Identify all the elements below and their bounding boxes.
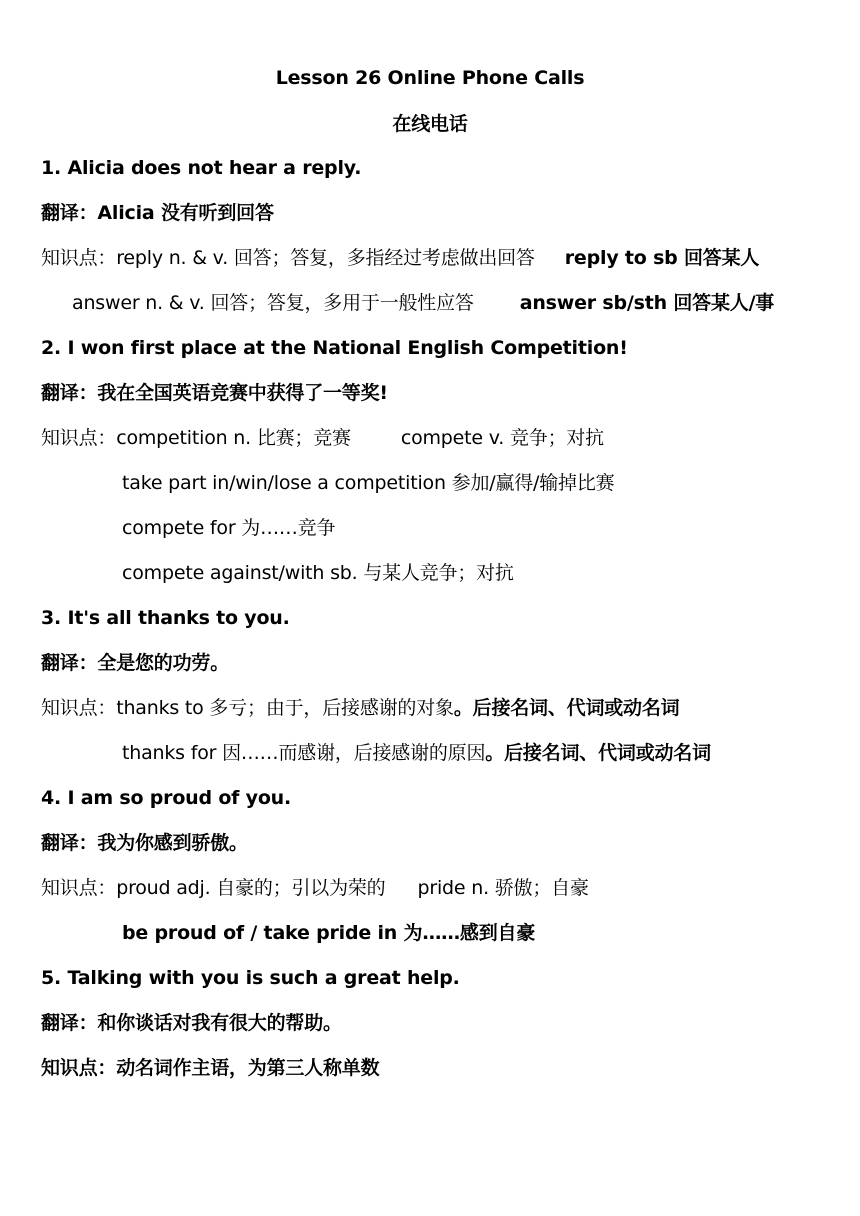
knowledge-point-3-line-1 xyxy=(41,696,679,720)
knowledge-point-2-line-2: take part in/win/lose a competition 参加/赢得/输掉比赛 xyxy=(122,472,615,494)
page-title: Lesson 26 Online Phone Calls xyxy=(275,67,585,89)
translation-1: 翻译：Alicia 没有听到回答 xyxy=(41,202,274,224)
knowledge-label: 知识点： xyxy=(41,877,117,899)
kp-text: reply n. & v. 回答；答复，多指经过考虑做出回答 xyxy=(116,247,535,269)
kp-text: competition n. 比赛；竞赛 xyxy=(116,427,351,449)
kp-bold-text: reply to sb 回答某人 xyxy=(564,247,760,269)
knowledge-point-1-line-2 xyxy=(72,291,774,315)
kp-text: thanks to 多亏；由于，后接感谢的对象 xyxy=(116,697,454,719)
kp-text: pride n. 骄傲；自豪 xyxy=(417,877,589,899)
knowledge-point-4-line-2: be proud of / take pride in 为……感到自豪 xyxy=(122,922,536,944)
knowledge-point-5: 知识点：动名词作主语，为第三人称单数 xyxy=(41,1057,380,1079)
sentence-5: 5. Talking with you is such a great help. xyxy=(41,967,460,989)
sentence-3: 3. It's all thanks to you. xyxy=(41,607,290,629)
translation-2: 翻译：我在全国英语竞赛中获得了一等奖! xyxy=(41,382,388,404)
kp-text: compete v. 竞争；对抗 xyxy=(400,427,604,449)
page-subtitle: 在线电话 xyxy=(392,113,468,135)
knowledge-point-2-line-3: compete for 为……竞争 xyxy=(122,517,336,539)
kp-text: answer n. & v. 回答；答复，多用于一般性应答 xyxy=(72,292,474,314)
knowledge-label: 知识点： xyxy=(41,697,117,719)
translation-5: 翻译：和你谈话对我有很大的帮助。 xyxy=(41,1012,342,1034)
kp-text: thanks for 因……而感谢，后接感谢的原因 xyxy=(122,742,486,764)
knowledge-point-2-line-1 xyxy=(41,426,604,450)
kp-bold-text: 。后接名词、代词或动名词 xyxy=(453,697,680,719)
translation-4: 翻译：我为你感到骄傲。 xyxy=(41,832,248,854)
kp-bold-text: answer sb/sth 回答某人/事 xyxy=(519,292,775,314)
sentence-4: 4. I am so proud of you. xyxy=(41,787,292,809)
knowledge-point-1-line-1 xyxy=(41,246,759,270)
kp-bold-text: 。后接名词、代词或动名词 xyxy=(485,742,711,764)
knowledge-point-4-line-1 xyxy=(41,876,589,900)
knowledge-point-3-line-2 xyxy=(122,741,711,765)
knowledge-label: 知识点： xyxy=(41,427,117,449)
sentence-1: 1. Alicia does not hear a reply. xyxy=(41,157,362,179)
knowledge-point-2-line-4: compete against/with sb. 与某人竞争；对抗 xyxy=(122,562,514,584)
kp-text: proud adj. 自豪的；引以为荣的 xyxy=(116,877,386,899)
translation-3: 翻译：全是您的功劳。 xyxy=(41,652,230,674)
knowledge-label: 知识点： xyxy=(41,247,117,269)
sentence-2: 2. I won first place at the National English Competition! xyxy=(41,337,628,359)
